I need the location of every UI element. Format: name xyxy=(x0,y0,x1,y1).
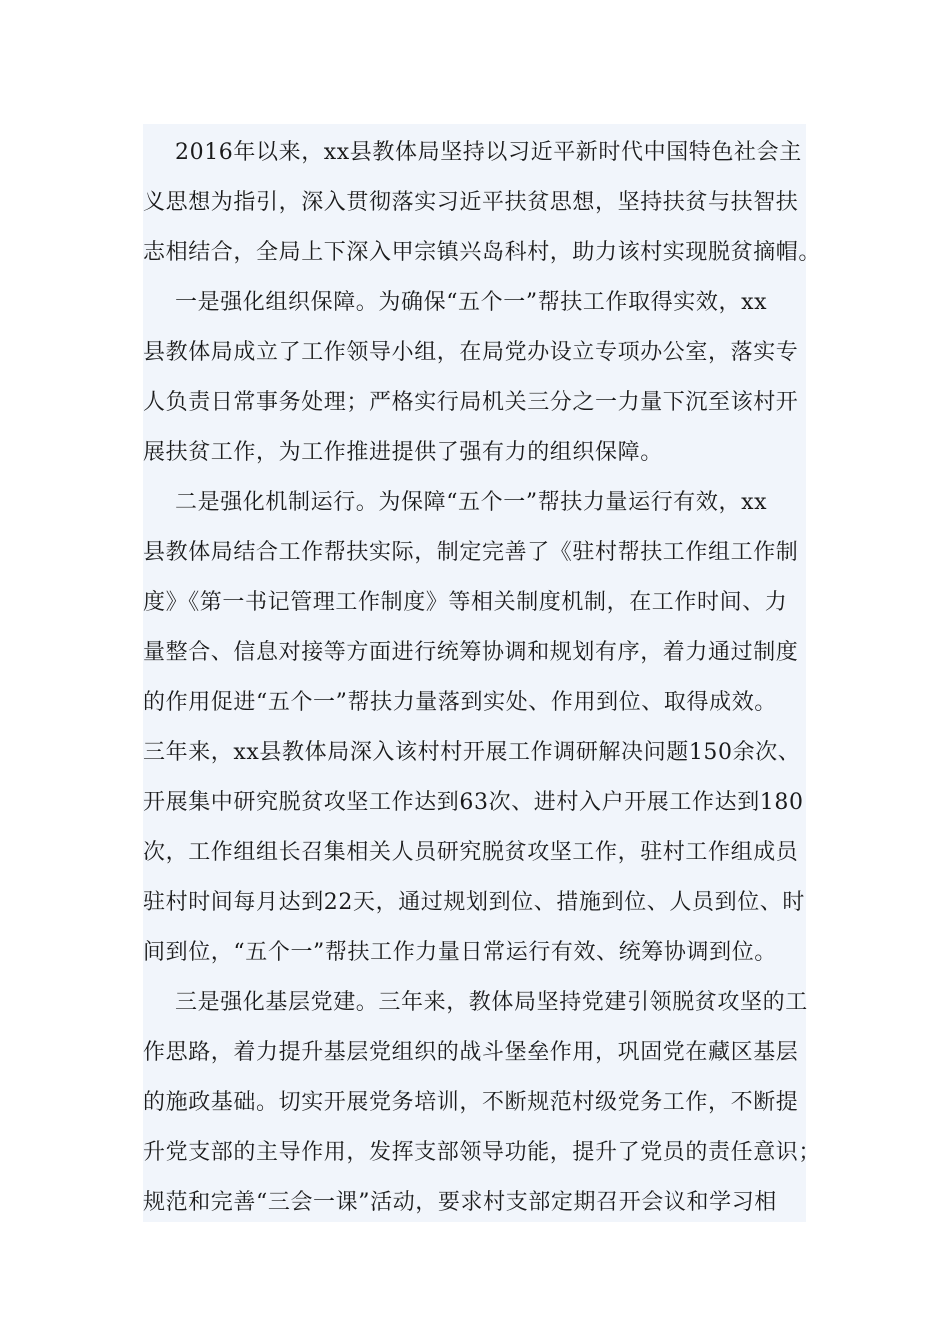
paragraph-3-line-10: 间到位，“五个一”帮扶工作力量日常运行有效、统筹协调到位。 xyxy=(143,940,777,965)
document-page xyxy=(143,124,822,1222)
paragraph-3-line-5: 的作用促进“五个一”帮扶力量落到实处、作用到位、取得成效。 xyxy=(143,690,777,715)
paragraph-3-line-1: 二是强化机制运行。为保障“五个一”帮扶力量运行有效，xx xyxy=(175,490,768,515)
paragraph-3-line-3: 度》《第一书记管理工作制度》等相关制度机制，在工作时间、力 xyxy=(143,590,788,615)
paragraph-3-line-6: 三年来，xx县教体局深入该村村开展工作调研解决问题150余次、 xyxy=(143,740,801,765)
paragraph-1-line-1: 2016年以来，xx县教体局坚持以习近平新时代中国特色社会主 xyxy=(175,140,802,165)
paragraph-2-line-4: 展扶贫工作，为工作推进提供了强有力的组织保障。 xyxy=(143,440,663,465)
paragraph-2-line-1: 一是强化组织保障。为确保“五个一”帮扶工作取得实效，xx xyxy=(175,290,768,315)
paragraph-4-line-3: 的施政基础。切实开展党务培训，不断规范村级党务工作，不断提 xyxy=(143,1090,799,1115)
paragraph-4-line-1: 三是强化基层党建。三年来，教体局坚持党建引领脱贫攻坚的工 xyxy=(175,990,808,1015)
paragraph-3-line-4: 量整合、信息对接等方面进行统筹协调和规划有序，着力通过制度 xyxy=(143,640,799,665)
paragraph-4-line-5: 规范和完善“三会一课”活动，要求村支部定期召开会议和学习相 xyxy=(143,1190,777,1215)
paragraph-3-line-9: 驻村时间每月达到22天，通过规划到位、措施到位、人员到位、时 xyxy=(143,890,805,915)
paragraph-1-line-2: 义思想为指引，深入贯彻落实习近平扶贫思想，坚持扶贫与扶智扶 xyxy=(143,190,799,215)
paragraph-4-line-2: 作思路，着力提升基层党组织的战斗堡垒作用，巩固党在藏区基层 xyxy=(143,1040,799,1065)
paragraph-3-line-7: 开展集中研究脱贫攻坚工作达到63次、进村入户开展工作达到180 xyxy=(143,790,804,815)
paragraph-1-line-3: 志相结合，全局上下深入甲宗镇兴岛科村，助力该村实现脱贫摘帽。 xyxy=(143,240,822,265)
paragraph-3-line-2: 县教体局结合工作帮扶实际，制定完善了《驻村帮扶工作组工作制 xyxy=(143,540,799,565)
paragraph-2-line-2: 县教体局成立了工作领导小组，在局党办设立专项办公室，落实专 xyxy=(143,340,799,365)
paragraph-4-line-4: 升党支部的主导作用，发挥支部领导功能，提升了党员的责任意识； xyxy=(143,1140,822,1165)
paragraph-2-line-3: 人负责日常事务处理；严格实行局机关三分之一力量下沉至该村开 xyxy=(143,390,799,415)
paragraph-3-line-8: 次，工作组组长召集相关人员研究脱贫攻坚工作，驻村工作组成员 xyxy=(143,840,799,865)
